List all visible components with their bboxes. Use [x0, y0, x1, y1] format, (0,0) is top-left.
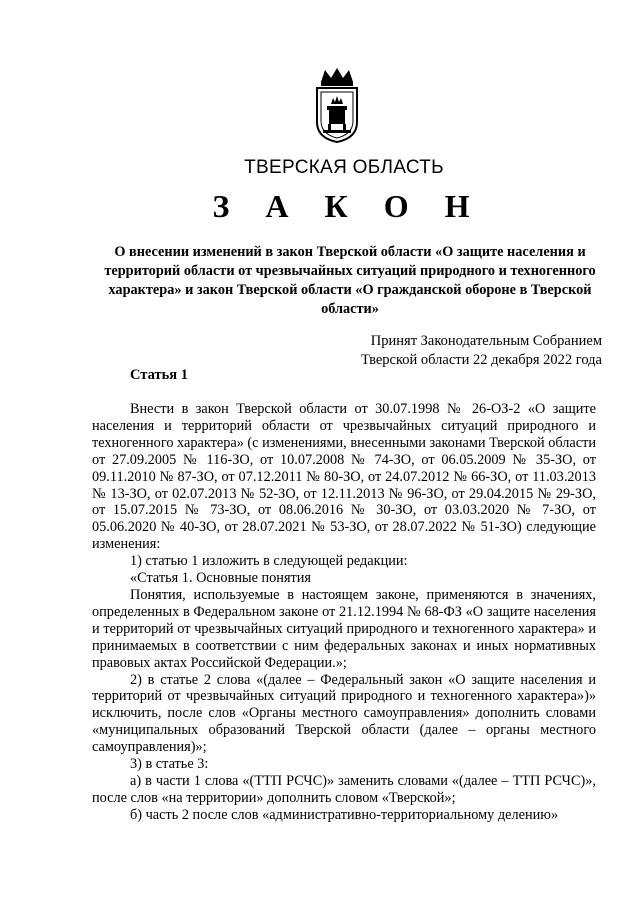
article-body	[92, 401, 596, 824]
adoption-note-line2: Тверской области 22 декабря 2022 года	[360, 352, 602, 368]
adoption-note	[361, 332, 602, 370]
document-type-heading: З А К О Н	[212, 188, 484, 224]
paragraph: «Статья 1. Основные понятия	[130, 570, 312, 587]
paragraph: 3) в статье 3:	[130, 756, 209, 773]
adoption-note-line1: Принят Законодательным Собранием	[370, 333, 602, 349]
paragraph: 1) статью 1 изложить в следующей редакции:	[130, 553, 408, 570]
region-title: ТВЕРСКАЯ ОБЛАСТЬ	[244, 157, 444, 178]
paragraph: а) в части 1 слова «(ТТП РСЧС)» заменить словами «(далее – ТТП РСЧС)», после слов «на территории» дополнить словом «Тверской»;	[92, 772, 596, 806]
tver-coat-of-arms-icon	[311, 66, 363, 144]
law-subject-title: О внесении изменений в закон Тверской области «О защите населения и территорий области от чрезвычайных ситуаций природного и техногенного характера» и закон Тверской области «О гражданской обороне в Тверской области»	[104, 244, 596, 317]
article-heading: Статья 1	[130, 367, 188, 383]
paragraph: б) часть 2 после слов «административно-территориальному делению»	[130, 806, 559, 823]
paragraph: 2) в статье 2 слова «(далее – Федеральный закон «О защите населения и территорий от чрезвычайных ситуаций природного и техногенного характера»)» исключить, после слов «Органы местного самоуправления» дополнить словами «муниципальных образований Тверской области (далее – органы местного самоуправления)»;	[92, 671, 596, 756]
paragraph: Понятия, используемые в настоящем законе, применяются в значениях, определенных в Федеральном законе от 21.12.1994 № 68-ФЗ «О защите населения и территорий от чрезвычайных ситуаций природного и техногенного характера» и принимаемых в соответствии с ним федеральных законах и иных нормативных правовых актах Российской Федерации.»;	[92, 586, 596, 671]
paragraph: Внести в закон Тверской области от 30.07.1998 № 26-ОЗ-2 «О защите населения и территорий области от чрезвычайных ситуаций природного и техногенного характера» (с изменениями, внесенными законами Тверской области от 27.09.2005 № 116-ЗО, от 10.07.2008 № 74-ЗО, от 06.05.2009 № 35-ЗО, от 09.11.2010 № 87-ЗО, от 07.12.2011 № 80-ЗО, от 24.07.2012 № 66-ЗО, от 11.03.2013 № 13-ЗО, от 02.07.2013 № 52-ЗО, от 12.11.2013 № 96-ЗО, от 29.04.2015 № 29-ЗО, от 15.07.2015 № 73-ЗО, от 08.06.2016 № 30-ЗО, от 03.03.2020 № 7-ЗО, от 05.06.2020 № 40-ЗО, от 28.07.2021 № 53-ЗО, от 28.07.2022 № 51-ЗО) следующие изменения:	[92, 401, 597, 553]
